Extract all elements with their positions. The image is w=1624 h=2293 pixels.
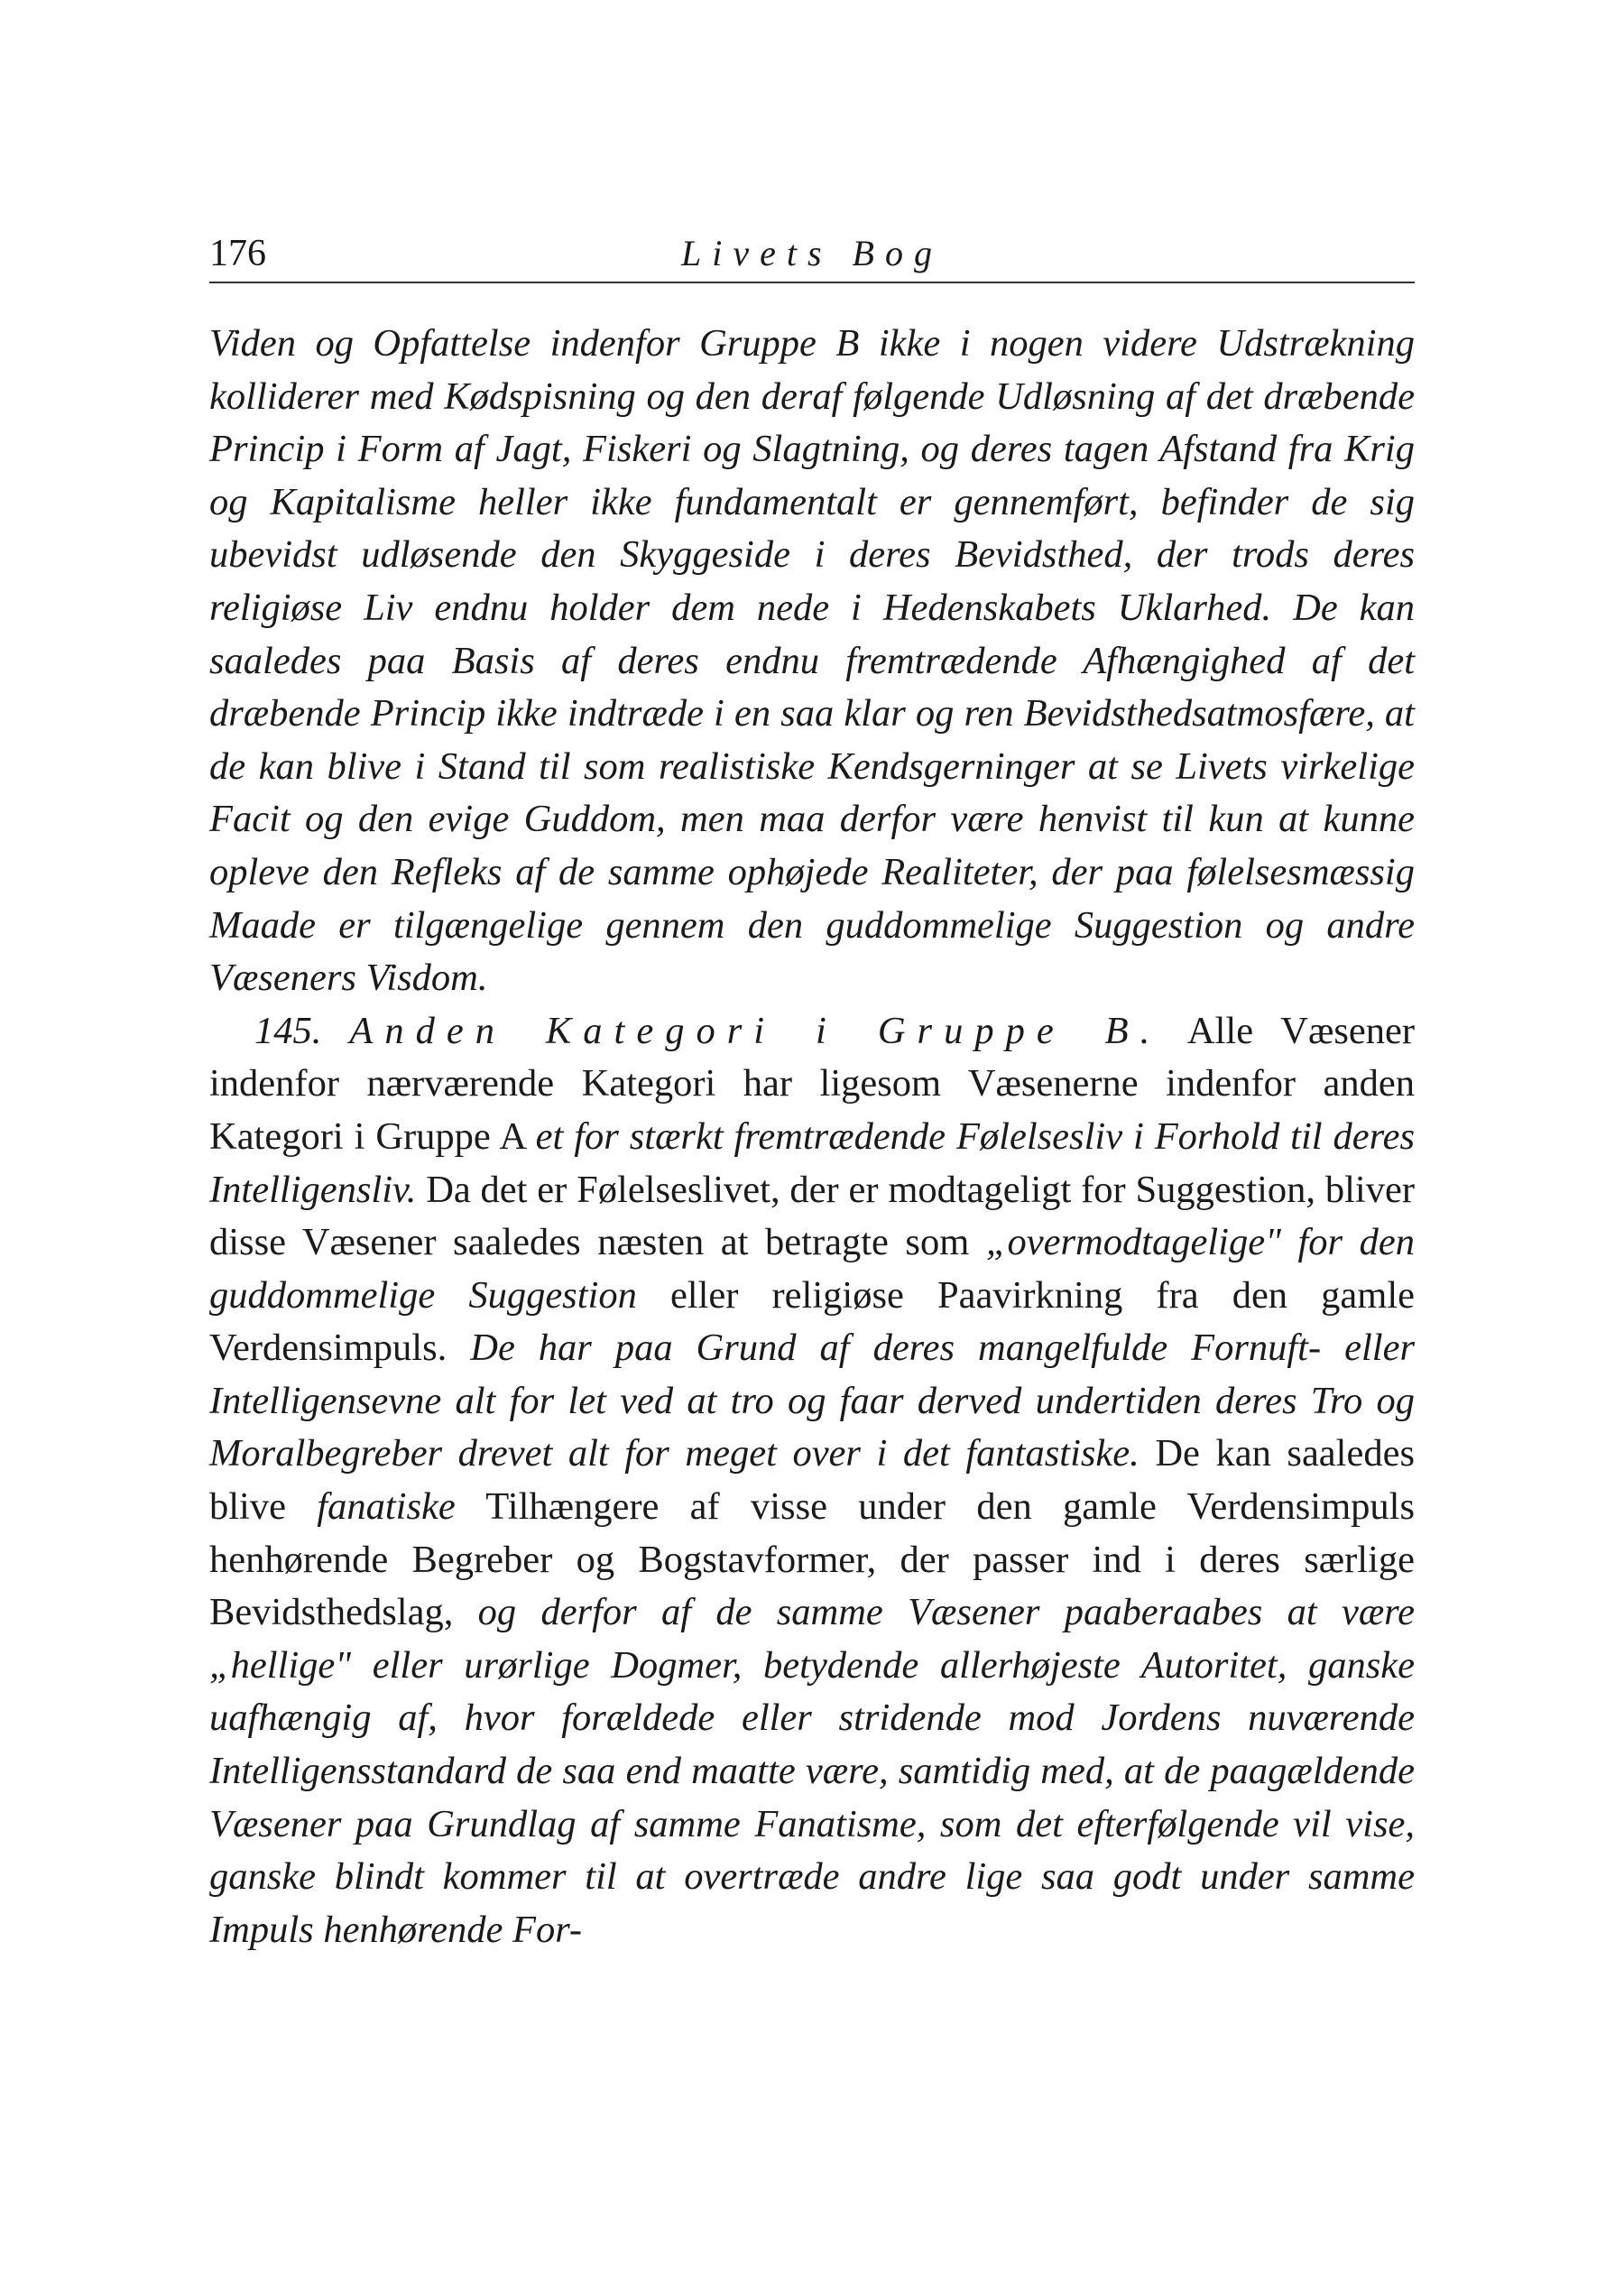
section-number: 145. [254, 1009, 322, 1052]
paragraph-segment: eller religiøse Paavirkning fra den gamle Verdensimpuls. [209, 1273, 1415, 1370]
page-header [209, 226, 1415, 283]
paragraph-145 [209, 1005, 1415, 1957]
paragraph-segment: Tilhængere af visse under den gamle Verdensimpuls henhørende Begreber og Bogstavformer, der passer ind i deres særlige Bevidsthedslag, [209, 1485, 1416, 1634]
paragraph-segment: Da det er Følelseslivet, der er modtageligt for Suggestion, bliver disse Væsener saaledes næsten at betragte som [209, 1168, 1416, 1264]
paragraph-segment-emphasis: et for stærkt fremtrædende Følelsesliv i Forhold til deres Intelligensliv. [209, 1114, 1415, 1211]
paragraph-segment-emphasis: fanatiske [317, 1485, 456, 1529]
paragraph-segment-emphasis: „overmodtagelige" for den guddommelige Suggestion [209, 1221, 1416, 1317]
running-title: Livets Bog [681, 233, 943, 273]
paragraph-segment-emphasis: og derfor af de samme Væsener paaberaabes at være „hellige" eller urørlige Dogmer, betydende allerhøjeste Autoritet, ganske uafhængig af, hvor forældede eller stridende mod Jordens nuværende Intelligensstandard de saa end maatte være, samtidig med, at de paagældende Væsener paa Grundlag af samme Fanatisme, som det efterfølgende vil vise, ganske blindt kommer til at overtræde andre lige saa godt under samme Impuls henhørende For- [209, 1591, 1416, 1951]
paragraph-continued: Viden og Opfattelse indenfor Gruppe B ikke i nogen videre Udstrækning kolliderer med Kødspisning og den deraf følgende Udløsning af det dræbende Princip i Form af Jagt, Fiskeri og Slagtning, og deres tagen Afstand fra Krig og Kapitalisme heller ikke fundamentalt er gennemført, befinder de sig ubevidst udløsende den Skyggeside i deres Bevidsthed, der trods deres religiøse Liv endnu holder dem nede i Hedenskabets Uklarhed. De kan saaledes paa Basis af deres endnu fremtrædende Afhængighed af det dræbende Princip ikke indtræde i en saa klar og ren Bevidsthedsatmosfære, at de kan blive i Stand til som realistiske Kendsgerninger at se Livets virkelige Facit og den evige Guddom, men maa derfor være henvist til kun at kunne opleve den Refleks af de samme ophøjede Realiteter, der paa følelsesmæssig Maade er tilgængelige gennem den guddommelige Suggestion og andre Væseners Visdom. [209, 322, 1415, 1000]
paragraph-segment: Alle Væsener indenfor nærværende Kategori har ligesom Væsenerne indenfor anden Kategori i Gruppe A [209, 1009, 1416, 1158]
section-heading: Anden Kategori i Gruppe B. [349, 1009, 1162, 1052]
page-number: 176 [209, 233, 266, 274]
paragraph-segment: De kan saaledes blive [209, 1432, 1415, 1529]
paragraph-segment-emphasis: De har paa Grund af deres mangelfulde Fornuft- eller Intelligensevne alt for let ved at tro og faar derved undertiden deres Tro og Moralbegreber drevet alt for meget over i det fantastiske. [209, 1327, 1416, 1475]
text-body [209, 318, 1415, 1956]
